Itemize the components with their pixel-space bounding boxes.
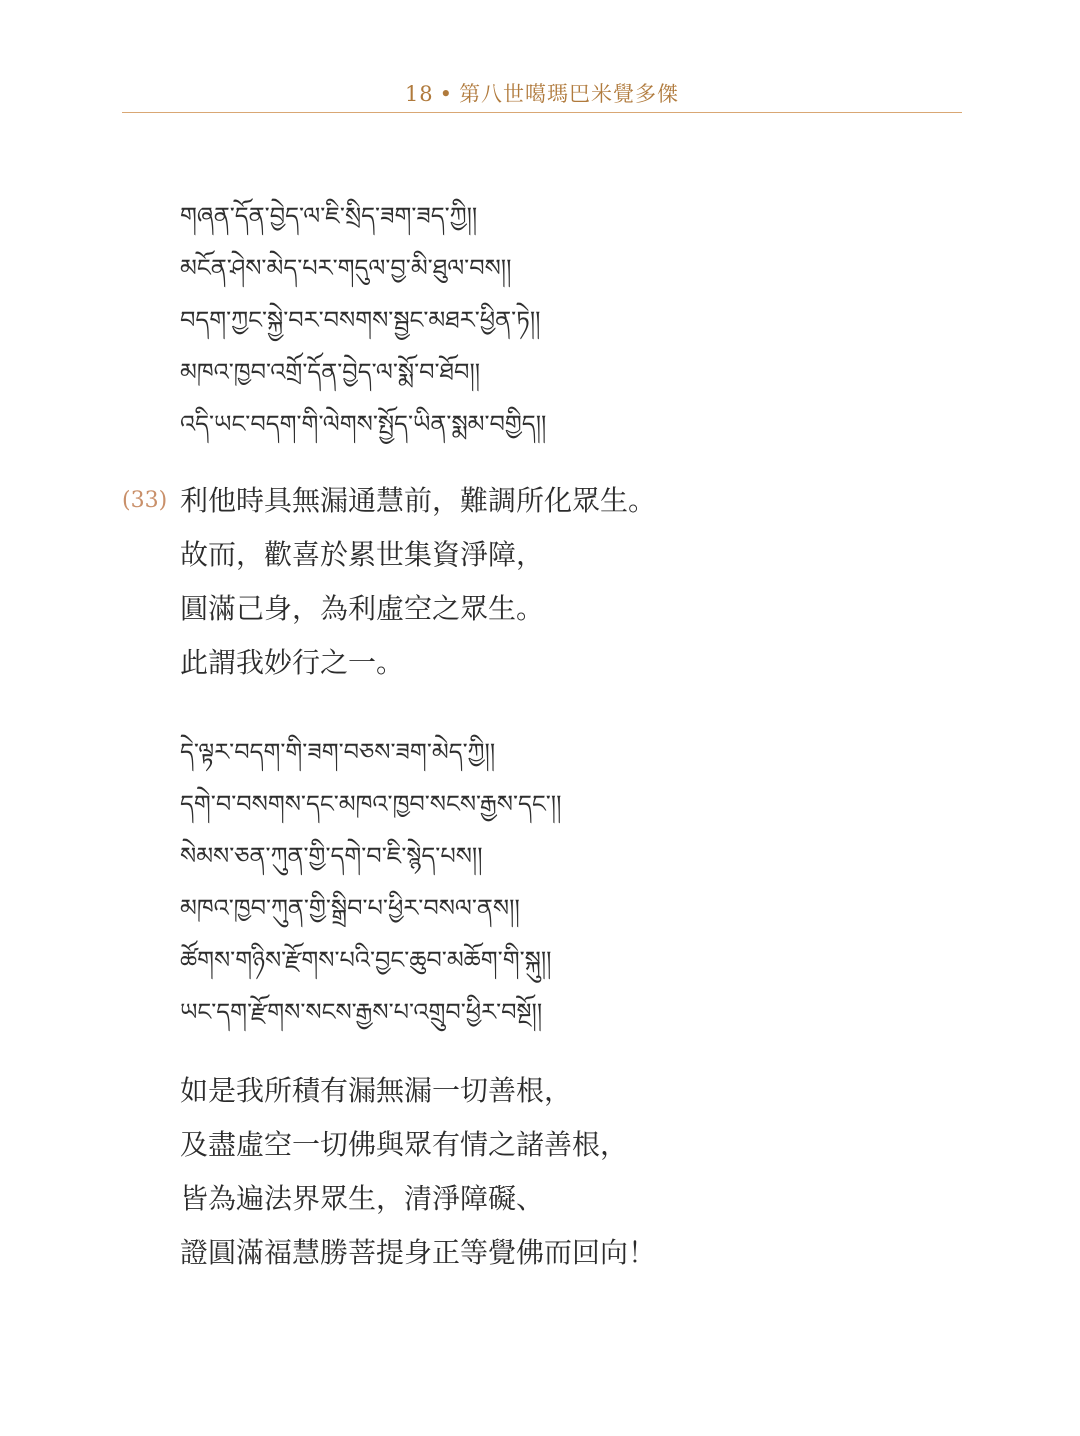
tibetan-line: གཞན་དོན་བྱེད་ལ་ཇི་སྲིད་ཟག་ཟད་ཀྱི།། bbox=[180, 202, 478, 230]
chinese-line: 如是我所積有漏無漏一切善根， bbox=[180, 1074, 573, 1107]
book-title: 第八世噶瑪巴米覺多傑 bbox=[459, 82, 680, 106]
page-number: 18 bbox=[404, 82, 434, 106]
chinese-line: 及盡虛空一切佛與眾有情之諸善根， bbox=[180, 1128, 629, 1161]
running-header bbox=[122, 78, 962, 108]
chinese-line: 皆為遍法界眾生，清淨障礙、 bbox=[180, 1182, 545, 1215]
chinese-line: 故而，歡喜於累世集資淨障， bbox=[180, 538, 545, 571]
tibetan-line: མཁའ་ཁྱབ་འགྲོ་དོན་བྱེད་ལ་སྨོ་བ་ཐོབ།། bbox=[180, 358, 481, 386]
tibetan-verse-1 bbox=[180, 190, 880, 450]
chinese-verse-1 bbox=[180, 474, 940, 690]
tibetan-line: ཚོགས་གཉིས་རྫོགས་པའི་བྱང་ཆུབ་མཆོག་གི་སྐུ།། bbox=[180, 946, 552, 974]
tibetan-line: བདག་ཀྱང་སྐྱེ་བར་བསགས་སྦྱང་མཐར་ཕྱིན་ཏེ།། bbox=[180, 306, 541, 334]
tibetan-verse-2 bbox=[180, 726, 880, 1038]
tibetan-line: དེ་ལྟར་བདག་གི་ཟག་བཅས་ཟག་མེད་ཀྱི།། bbox=[180, 738, 496, 766]
header-separator: • bbox=[439, 82, 454, 106]
tibetan-line: སེམས་ཅན་ཀུན་གྱི་དགེ་བ་ཇི་སྙེད་པས།། bbox=[180, 842, 483, 870]
header-rule bbox=[122, 112, 962, 113]
tibetan-line: མཁའ་ཁྱབ་ཀུན་གྱི་སྒྲིབ་པ་ཕྱིར་བསལ་ནས།། bbox=[180, 894, 520, 922]
tibetan-line: མངོན་ཤེས་མེད་པར་གདུལ་བྱ་མི་ཐུལ་བས།། bbox=[180, 254, 512, 282]
chinese-verse-2 bbox=[180, 1064, 940, 1280]
tibetan-line: ཡང་དག་རྫོགས་སངས་རྒྱས་པ་འགྲུབ་ཕྱིར་བསྔོ།། bbox=[180, 998, 543, 1026]
tibetan-line: དགེ་བ་བསགས་དང་མཁའ་ཁྱབ་སངས་རྒྱས་དང་།། bbox=[180, 790, 562, 818]
verse-number: (33) bbox=[122, 488, 168, 513]
chinese-line: 證圓滿福慧勝菩提身正等覺佛而回向！ bbox=[180, 1236, 657, 1269]
chinese-line: 圓滿己身，為利虛空之眾生。 bbox=[180, 592, 545, 625]
tibetan-line: འདི་ཡང་བདག་གི་ལེགས་སྤྱོད་ཡིན་སྨམ་བགྱིད།། bbox=[180, 410, 547, 438]
chinese-line: 利他時具無漏通慧前，難調所化眾生。 bbox=[180, 484, 657, 517]
chinese-line: 此謂我妙行之一。 bbox=[180, 646, 405, 679]
